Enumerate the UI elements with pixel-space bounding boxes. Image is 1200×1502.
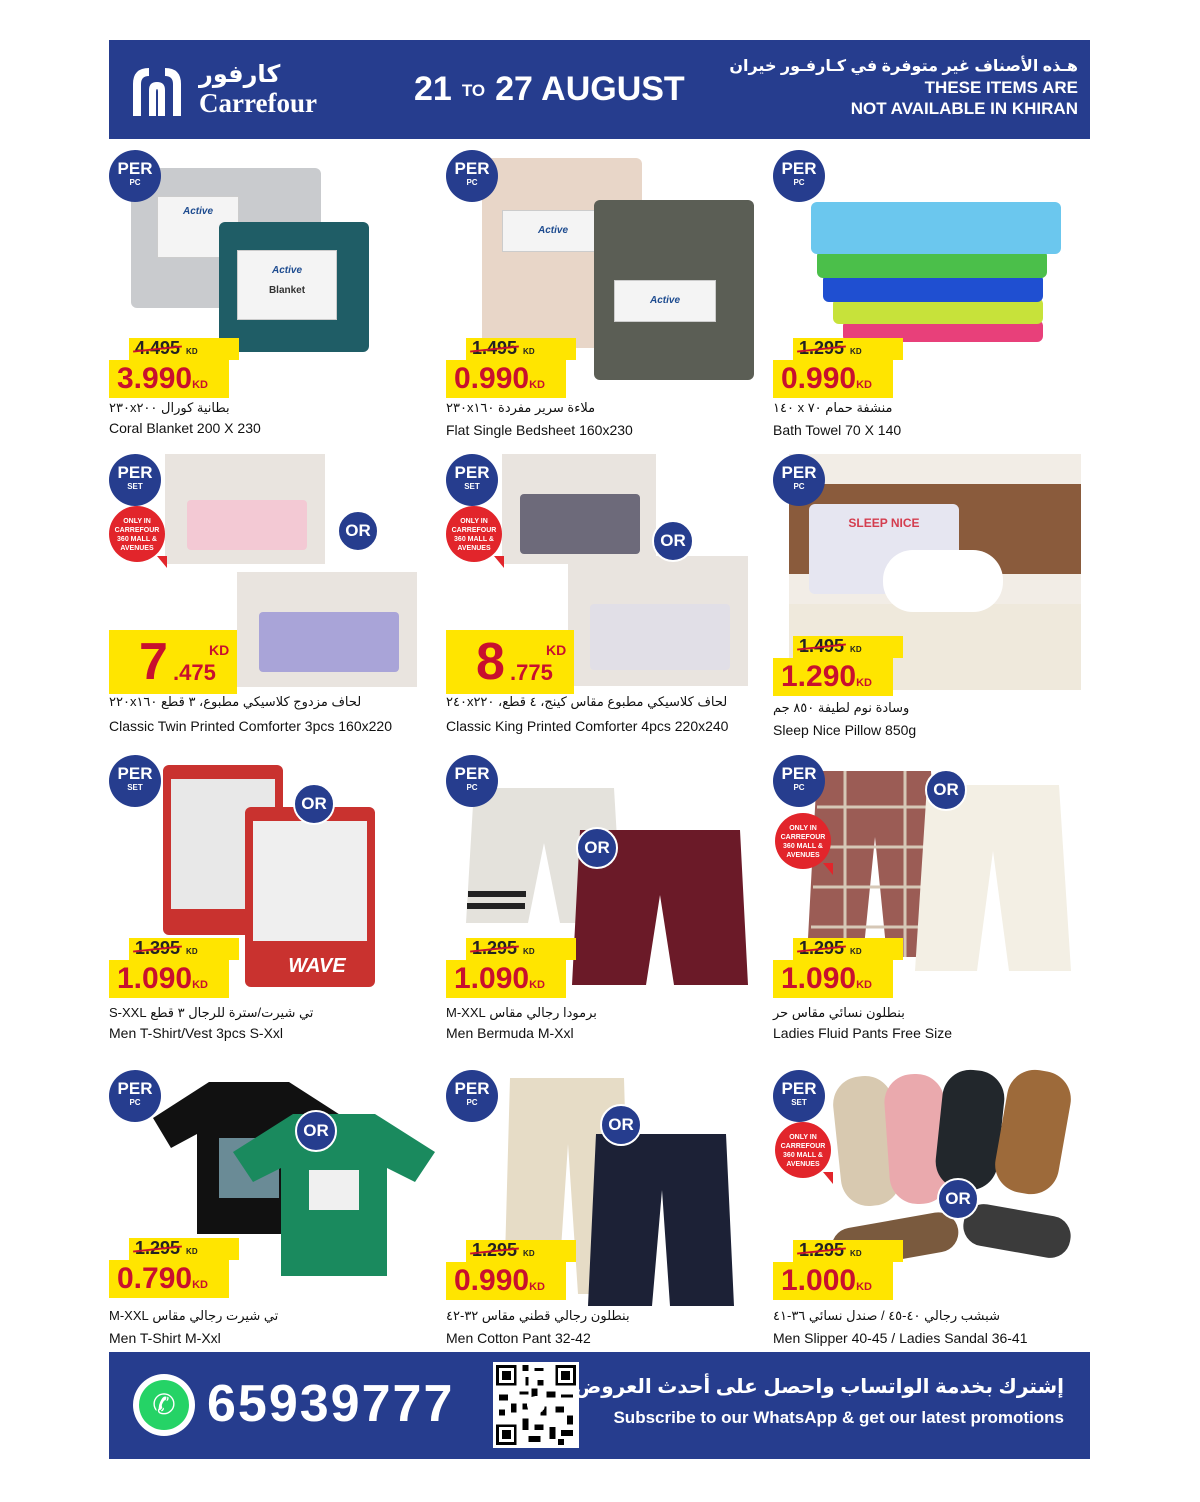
notice-arabic: هـذه الأصناف غير متوفرة في كـارفـور خيران <box>729 58 1078 75</box>
availability-notice <box>729 56 1078 119</box>
or-badge: OR <box>576 827 618 869</box>
product-name: Men Cotton Pant 32-42 <box>446 1330 591 1346</box>
old-price: 1.295 KD <box>793 1240 903 1262</box>
only-in-badge: ONLY IN CARREFOUR 360 MALL & AVENUES <box>446 506 502 562</box>
product-name: Classic Twin Printed Comforter 3pcs 160x220 <box>109 718 392 734</box>
per-badge: PER PC <box>446 150 498 202</box>
per-badge: PER PC <box>773 755 825 807</box>
product-card[interactable] <box>446 755 761 1055</box>
old-price: 1.395 KD <box>129 938 239 960</box>
old-price: 1.295 KD <box>129 1238 239 1260</box>
carrefour-logo[interactable] <box>127 60 367 120</box>
or-badge: OR <box>652 520 694 562</box>
header-banner <box>109 40 1090 139</box>
sale-price: 1.090KD <box>446 960 566 998</box>
product-name-arabic: منشفة حمام ٧٠ x ١٤٠ <box>773 400 893 415</box>
product-card[interactable] <box>773 755 1088 1055</box>
notice-line-2: NOT AVAILABLE IN KHIRAN <box>850 99 1078 118</box>
sale-price: 0.990KD <box>773 360 893 398</box>
product-card[interactable] <box>109 454 424 754</box>
sale-price: 0.990KD <box>446 1262 566 1300</box>
sale-price: 1.000KD <box>773 1262 893 1300</box>
product-name: Sleep Nice Pillow 850g <box>773 722 917 738</box>
sale-price: 3.990KD <box>109 360 229 398</box>
product-card[interactable]: PER PC Active Active 1.495 KD 0.990KD ملاءة سرير مفردة ٢٣٠x١٦٠ Flat Single Bedsheet 160x230 <box>446 150 761 450</box>
product-name: Classic King Printed Comforter 4pcs 220x240 <box>446 718 729 734</box>
subscribe-text-arabic: إشترك بخدمة الواتساب واحصل على أحدث العروض <box>574 1376 1064 1398</box>
product-name-arabic: برمودا رجالي مقاس M-XXL <box>446 1005 597 1020</box>
product-name: Coral Blanket 200 X 230 <box>109 420 261 436</box>
product-card[interactable] <box>773 150 1088 450</box>
sale-price: 1.090KD <box>773 960 893 998</box>
sale-price: 7 .475 KD <box>109 630 237 694</box>
product-card[interactable]: PER PC SLEEP NICE 1.495 KD 1.290KD وسادة نوم لطيفة ٨٥٠ جم Sleep Nice Pillow 850g <box>773 454 1088 754</box>
product-card[interactable]: PER SET WAVE OR 1.395 KD 1.090KD تي شيرت/سترة للرجال ٣ قطع S-XXL Men T-Shirt/Vest 3pcs S-Xxl <box>109 755 424 1055</box>
product-card[interactable] <box>446 1070 761 1370</box>
offer-dates <box>414 70 685 109</box>
product-card[interactable] <box>109 1070 424 1370</box>
per-badge: PER PC <box>446 755 498 807</box>
per-badge: PER PC <box>109 150 161 202</box>
per-badge: PER SET <box>446 454 498 506</box>
product-name: Flat Single Bedsheet 160x230 <box>446 422 633 438</box>
old-price: 1.295 KD <box>466 1240 576 1262</box>
notice-line-1: THESE ITEMS ARE <box>924 78 1078 97</box>
old-price: 4.495 KD <box>129 338 239 360</box>
old-price: 1.495 KD <box>793 636 903 658</box>
sale-price: 1.090KD <box>109 960 229 998</box>
product-name-arabic: شبشب رجالي ٤٠-٤٥ / صندل نسائي ٣٦-٤١ <box>773 1308 1000 1323</box>
product-name: Bath Towel 70 X 140 <box>773 422 902 438</box>
product-card[interactable]: PER PC Active Active Blanket 4.495 KD 3.990KD بطانية كورال ٢٣٠x٢٠٠ Coral Blanket 200 X 230 <box>109 150 424 450</box>
per-badge: PER PC <box>773 454 825 506</box>
sale-price: 0.990KD <box>446 360 566 398</box>
date-from: 21 <box>414 70 452 108</box>
per-badge: PER SET <box>109 454 161 506</box>
product-name: Men Bermuda M-Xxl <box>446 1025 574 1041</box>
product-name-arabic: لحاف كلاسيكي مطبوع مقاس كينج، ٤ قطع، ٢٤٠x٢٢٠ <box>446 694 728 709</box>
product-card[interactable] <box>773 1070 1088 1370</box>
or-badge: OR <box>937 1178 979 1220</box>
only-in-badge: ONLY IN CARREFOUR 360 MALL & AVENUES <box>775 1122 831 1178</box>
or-badge: OR <box>293 783 335 825</box>
product-name-arabic: تي شيرت رجالي مقاس M-XXL <box>109 1308 279 1323</box>
per-badge: PER SET <box>773 1070 825 1122</box>
product-name: Men T-Shirt/Vest 3pcs S-Xxl <box>109 1025 284 1041</box>
per-badge: PER PC <box>446 1070 498 1122</box>
whatsapp-footer <box>109 1352 1090 1459</box>
date-to-word: TO <box>461 81 486 101</box>
product-name-arabic: بطانية كورال ٢٣٠x٢٠٠ <box>109 400 230 415</box>
product-name: Ladies Fluid Pants Free Size <box>773 1025 952 1041</box>
whatsapp-icon[interactable]: ✆ <box>133 1374 195 1436</box>
subscribe-text: Subscribe to our WhatsApp & get our latest promotions <box>613 1408 1064 1427</box>
only-in-badge: ONLY IN CARREFOUR 360 MALL & AVENUES <box>775 813 831 869</box>
old-price: 1.295 KD <box>466 938 576 960</box>
whatsapp-number[interactable]: 65939777 <box>207 1375 455 1433</box>
or-badge: OR <box>925 769 967 811</box>
product-name-arabic: بنطلون نسائي مقاس حر <box>773 1005 905 1020</box>
old-price: 1.495 KD <box>466 338 576 360</box>
old-price: 1.295 KD <box>793 938 903 960</box>
old-price: 1.295 KD <box>793 338 903 360</box>
sale-price: 8 .775 KD <box>446 630 574 694</box>
date-to: 27 AUGUST <box>495 70 685 108</box>
or-badge: OR <box>295 1110 337 1152</box>
product-name-arabic: لحاف مزدوج كلاسيكي مطبوع، ٣ قطع ٢٢٠x١٦٠ <box>109 694 362 709</box>
product-name: Men T-Shirt M-Xxl <box>109 1330 221 1346</box>
per-badge: PER PC <box>773 150 825 202</box>
product-name-arabic: وسادة نوم لطيفة ٨٥٠ جم <box>773 700 910 715</box>
per-badge: PER PC <box>109 1070 161 1122</box>
only-in-badge: ONLY IN CARREFOUR 360 MALL & AVENUES <box>109 506 165 562</box>
brand-name: Carrefour <box>199 88 317 118</box>
product-card[interactable] <box>446 454 761 754</box>
product-name-arabic: ملاءة سرير مفردة ٢٣٠x١٦٠ <box>446 400 596 415</box>
or-badge: OR <box>600 1104 642 1146</box>
sale-price: 0.790KD <box>109 1260 229 1298</box>
or-badge: OR <box>337 510 379 552</box>
carrefour-logo-icon <box>127 62 187 118</box>
per-badge: PER SET <box>109 755 161 807</box>
product-name-arabic: تي شيرت/سترة للرجال ٣ قطع S-XXL <box>109 1005 314 1020</box>
sale-price: 1.290KD <box>773 658 893 696</box>
qr-code-icon[interactable] <box>493 1362 579 1448</box>
product-name: Men Slipper 40-45 / Ladies Sandal 36-41 <box>773 1330 1028 1346</box>
product-name-arabic: بنطلون رجالي قطني مقاس ٣٢-٤٢ <box>446 1308 630 1323</box>
brand-name-arabic: كارفور <box>199 61 281 88</box>
